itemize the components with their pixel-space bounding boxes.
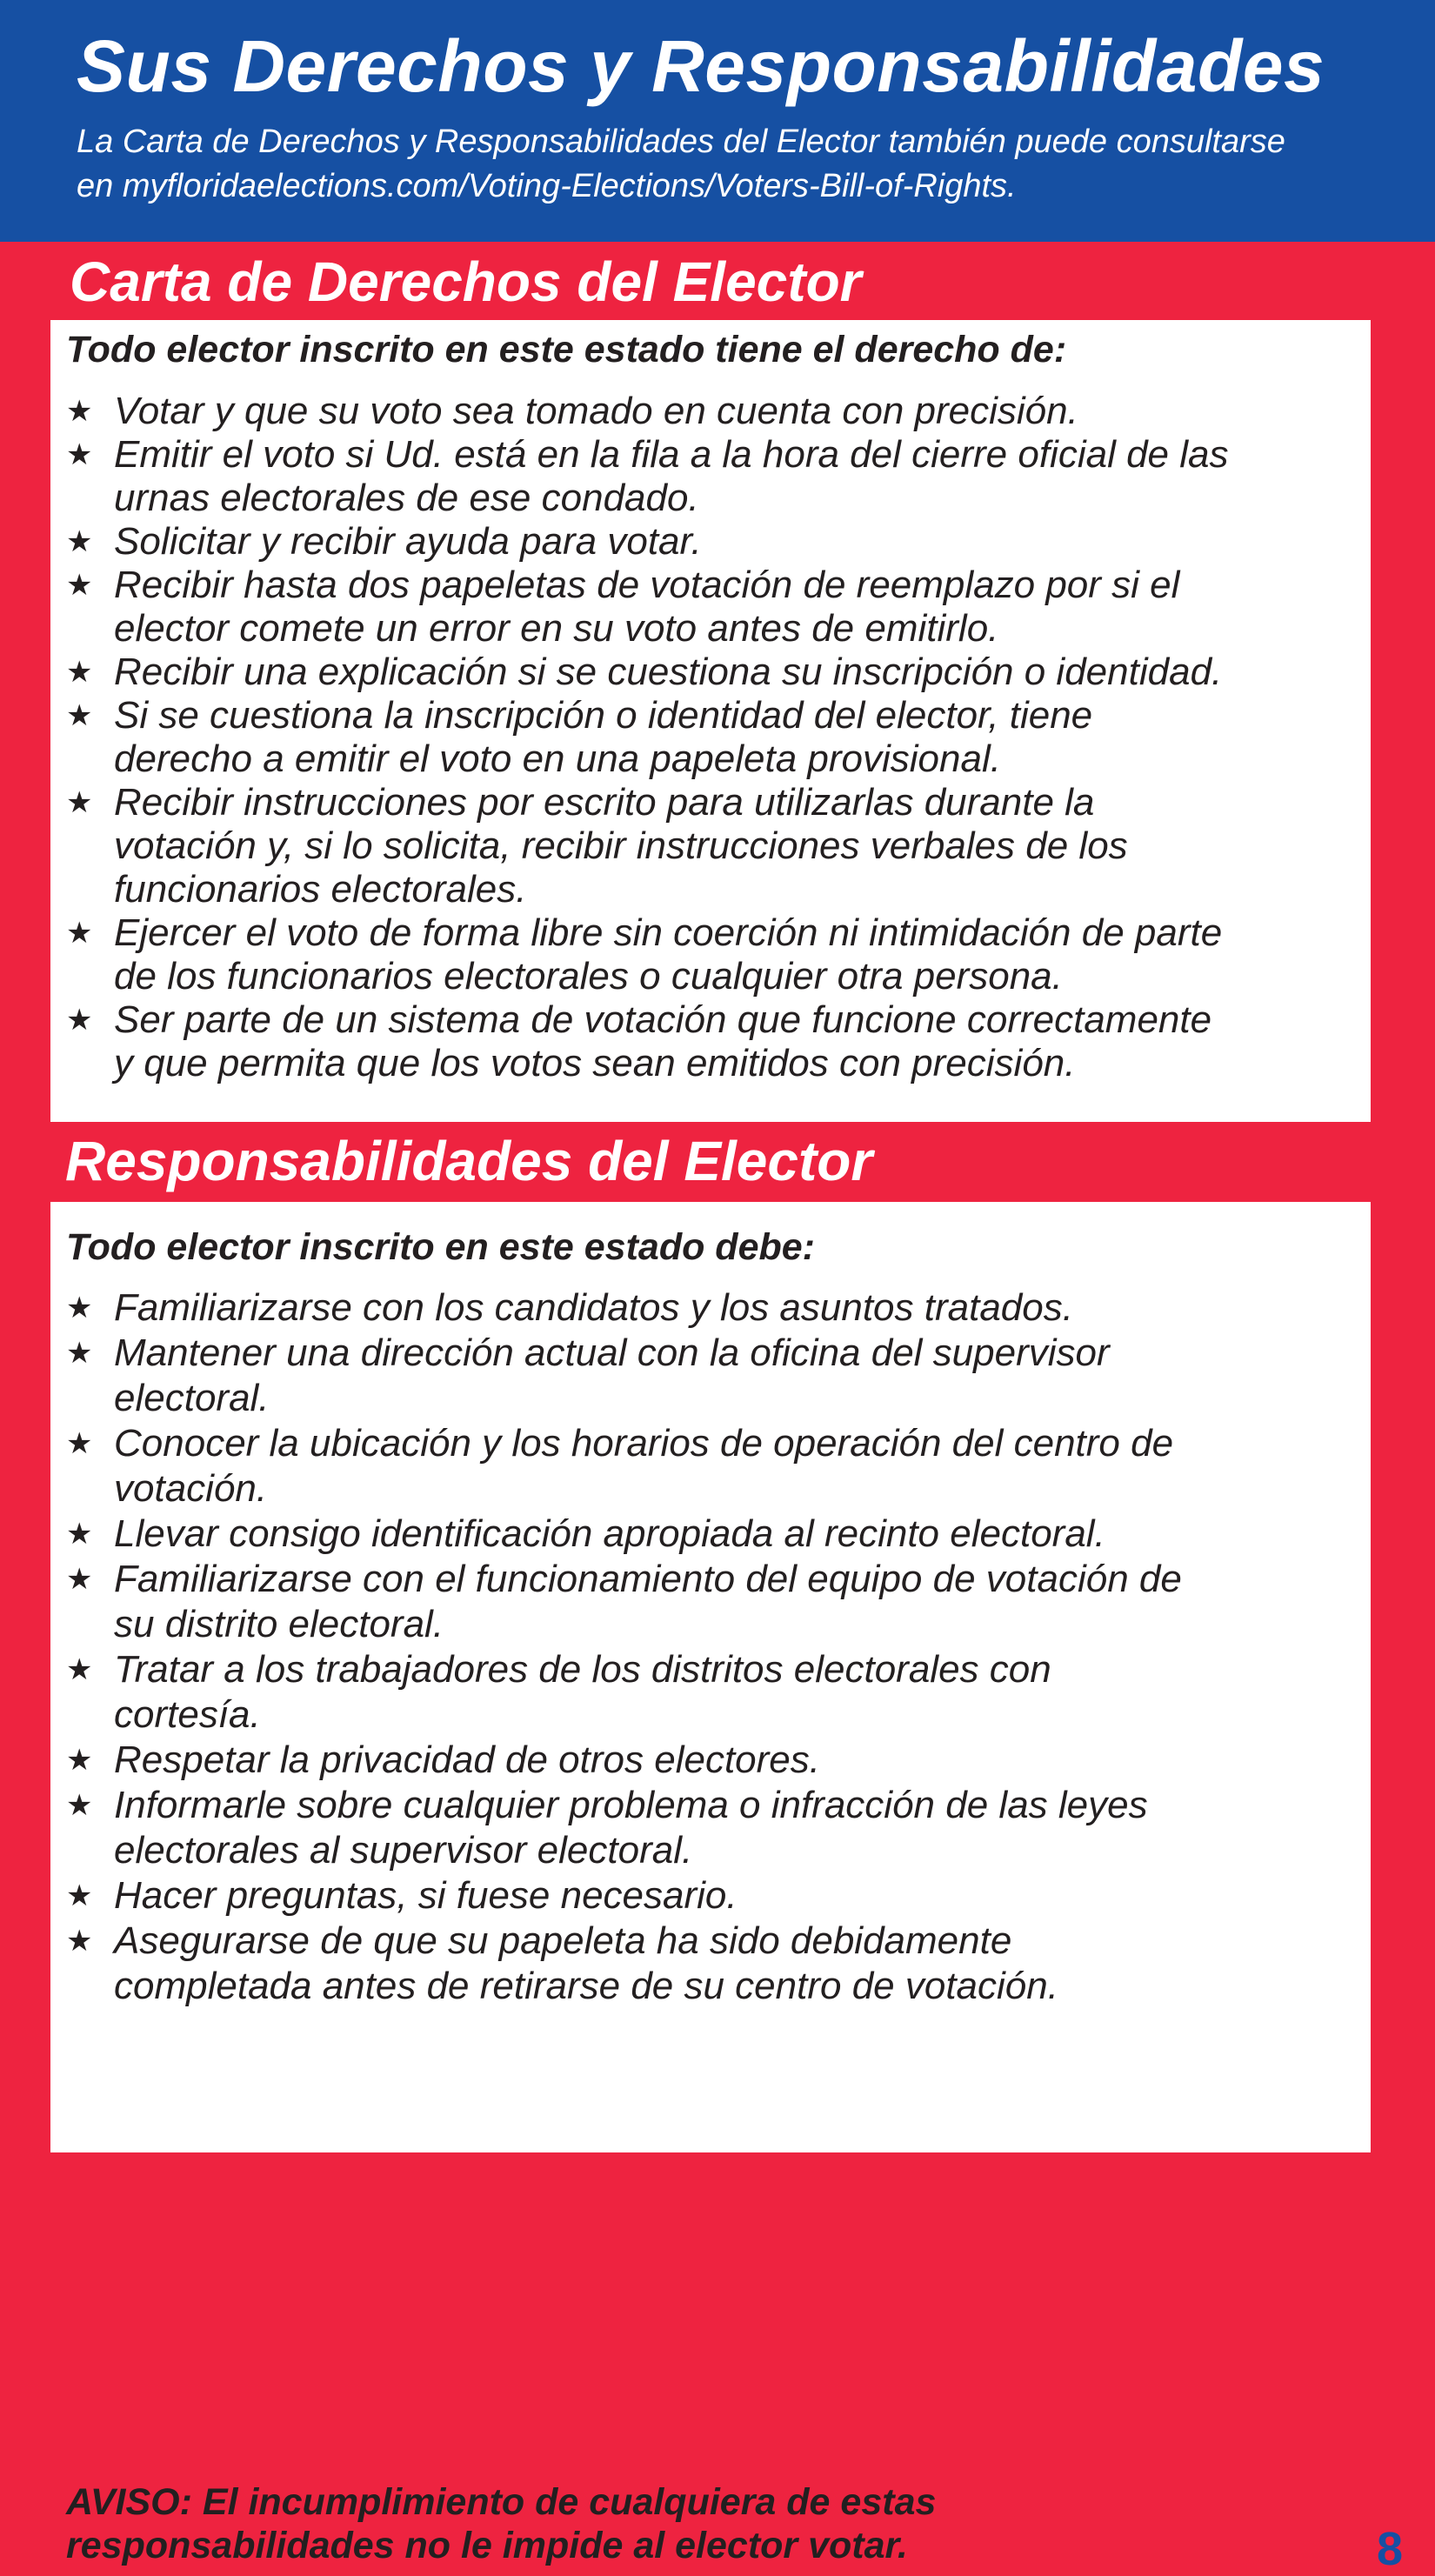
list-item-line: derecho a emitir el voto en una papeleta provisional.: [114, 737, 1001, 780]
list-item: [66, 564, 1362, 651]
responsibilities-list: [66, 1285, 1362, 2009]
list-item-line: electoral.: [114, 1377, 270, 1419]
list-item-line: Tratar a los trabajadores de los distritos electorales con: [114, 1648, 1051, 1691]
list-item-line: Respetar la privacidad de otros electores.: [114, 1738, 820, 1781]
star-bullet-icon: ★: [66, 525, 93, 558]
rights-lead: Todo elector inscrito en este estado tiene el derecho de:: [66, 329, 1067, 370]
list-item-line: Familiarizarse con los candidatos y los asuntos tratados.: [114, 1286, 1073, 1329]
list-item: [66, 1738, 1362, 1783]
page-title: Sus Derechos y Responsabilidades: [77, 25, 1325, 107]
list-item: [66, 651, 1362, 694]
list-item-line: Votar y que su voto sea tomado en cuenta con precisión.: [114, 390, 1078, 432]
star-bullet-icon: ★: [66, 1337, 93, 1370]
list-item-line: Llevar consigo identificación apropiada al recinto electoral.: [114, 1512, 1105, 1555]
list-item: [66, 911, 1362, 998]
star-bullet-icon: ★: [66, 656, 93, 689]
list-item: [66, 520, 1362, 564]
star-bullet-icon: ★: [66, 569, 93, 602]
responsibilities-lead: Todo elector inscrito en este estado debe:: [66, 1226, 815, 1268]
list-item: [66, 1331, 1362, 1421]
star-bullet-icon: ★: [66, 438, 93, 471]
responsibilities-section-title: Responsabilidades del Elector: [65, 1130, 873, 1192]
star-bullet-icon: ★: [66, 1427, 93, 1460]
list-item: [66, 1919, 1362, 2009]
list-item: [66, 1557, 1362, 1647]
star-bullet-icon: ★: [66, 699, 93, 732]
list-item-line: cortesía.: [114, 1693, 261, 1736]
star-bullet-icon: ★: [66, 917, 93, 950]
list-item-line: Familiarizarse con el funcionamiento del equipo de votación de: [114, 1558, 1182, 1600]
star-bullet-icon: ★: [66, 1744, 93, 1777]
list-item-line: Mantener una dirección actual con la oficina del supervisor: [114, 1331, 1110, 1374]
header-subtitle: [77, 120, 1398, 209]
star-bullet-icon: ★: [66, 1925, 93, 1958]
list-item-line: Recibir una explicación si se cuestiona su inscripción o identidad.: [114, 651, 1223, 693]
list-item: [66, 694, 1362, 781]
list-item-line: Ejercer el voto de forma libre sin coerción ni intimidación de parte: [114, 911, 1223, 954]
list-item-line: Recibir hasta dos papeletas de votación de reemplazo por si el: [114, 564, 1180, 606]
list-item-line: de los funcionarios electorales o cualquier otra persona.: [114, 955, 1063, 998]
rights-section-title: Carta de Derechos del Elector: [70, 250, 862, 313]
list-item-line: Si se cuestiona la inscripción o identidad del elector, tiene: [114, 694, 1093, 737]
subtitle-link-line: en myfloridaelections.com/Voting-Elections/Voters-Bill-of-Rights.: [77, 168, 1017, 204]
list-item: [66, 998, 1362, 1085]
list-item-line: Emitir el voto si Ud. está en la fila a la hora del cierre oficial de las: [114, 433, 1229, 476]
list-item-line: Ser parte de un sistema de votación que funcione correctamente: [114, 998, 1212, 1041]
list-item-line: y que permita que los votos sean emitidos con precisión.: [114, 1042, 1076, 1084]
list-item-line: funcionarios electorales.: [114, 868, 527, 911]
notice-line: responsabilidades no le impide al elector votar.: [66, 2525, 908, 2566]
star-bullet-icon: ★: [66, 786, 93, 819]
list-item-line: Informarle sobre cualquier problema o infracción de las leyes: [114, 1784, 1148, 1826]
list-item: [66, 1647, 1362, 1738]
list-item-line: urnas electorales de ese condado.: [114, 477, 699, 519]
list-item-line: completada antes de retirarse de su centro de votación.: [114, 1965, 1058, 2007]
list-item-line: electorales al supervisor electoral.: [114, 1829, 693, 1872]
page-header: [0, 0, 1435, 242]
notice-line: AVISO: El incumplimiento de cualquiera de estas: [66, 2481, 937, 2523]
list-item: [66, 1512, 1362, 1557]
list-item-line: Solicitar y recibir ayuda para votar.: [114, 520, 702, 563]
star-bullet-icon: ★: [66, 1291, 93, 1325]
list-item: [66, 1421, 1362, 1512]
list-item-line: elector comete un error en su voto antes de emitirlo.: [114, 607, 999, 650]
list-item: [66, 390, 1362, 433]
rights-panel: [50, 320, 1371, 1122]
subtitle-line: La Carta de Derechos y Responsabilidades del Elector también puede consultarse: [77, 123, 1285, 160]
list-item: [66, 1783, 1362, 1873]
responsibilities-panel: [50, 1202, 1404, 2575]
star-bullet-icon: ★: [66, 1789, 93, 1822]
list-item: [66, 781, 1362, 911]
list-item-line: Hacer preguntas, si fuese necesario.: [114, 1874, 738, 1917]
star-bullet-icon: ★: [66, 1879, 93, 1912]
star-bullet-icon: ★: [66, 1518, 93, 1551]
star-bullet-icon: ★: [66, 395, 93, 428]
list-item-line: votación.: [114, 1467, 268, 1510]
rights-list: [66, 390, 1362, 1085]
list-item-line: Asegurarse de que su papeleta ha sido debidamente: [114, 1919, 1012, 1962]
list-item: [66, 433, 1362, 520]
star-bullet-icon: ★: [66, 1563, 93, 1596]
list-item-line: Recibir instrucciones por escrito para utilizarlas durante la: [114, 781, 1095, 824]
page-number: 8: [1377, 2523, 1404, 2575]
notice-text: [66, 2480, 1284, 2567]
list-item-line: su distrito electoral.: [114, 1603, 444, 1645]
list-item: [66, 1873, 1362, 1919]
star-bullet-icon: ★: [66, 1004, 93, 1037]
list-item-line: Conocer la ubicación y los horarios de operación del centro de: [114, 1422, 1174, 1465]
list-item-line: votación y, si lo solicita, recibir instrucciones verbales de los: [114, 824, 1128, 867]
list-item: [66, 1285, 1362, 1331]
star-bullet-icon: ★: [66, 1653, 93, 1686]
